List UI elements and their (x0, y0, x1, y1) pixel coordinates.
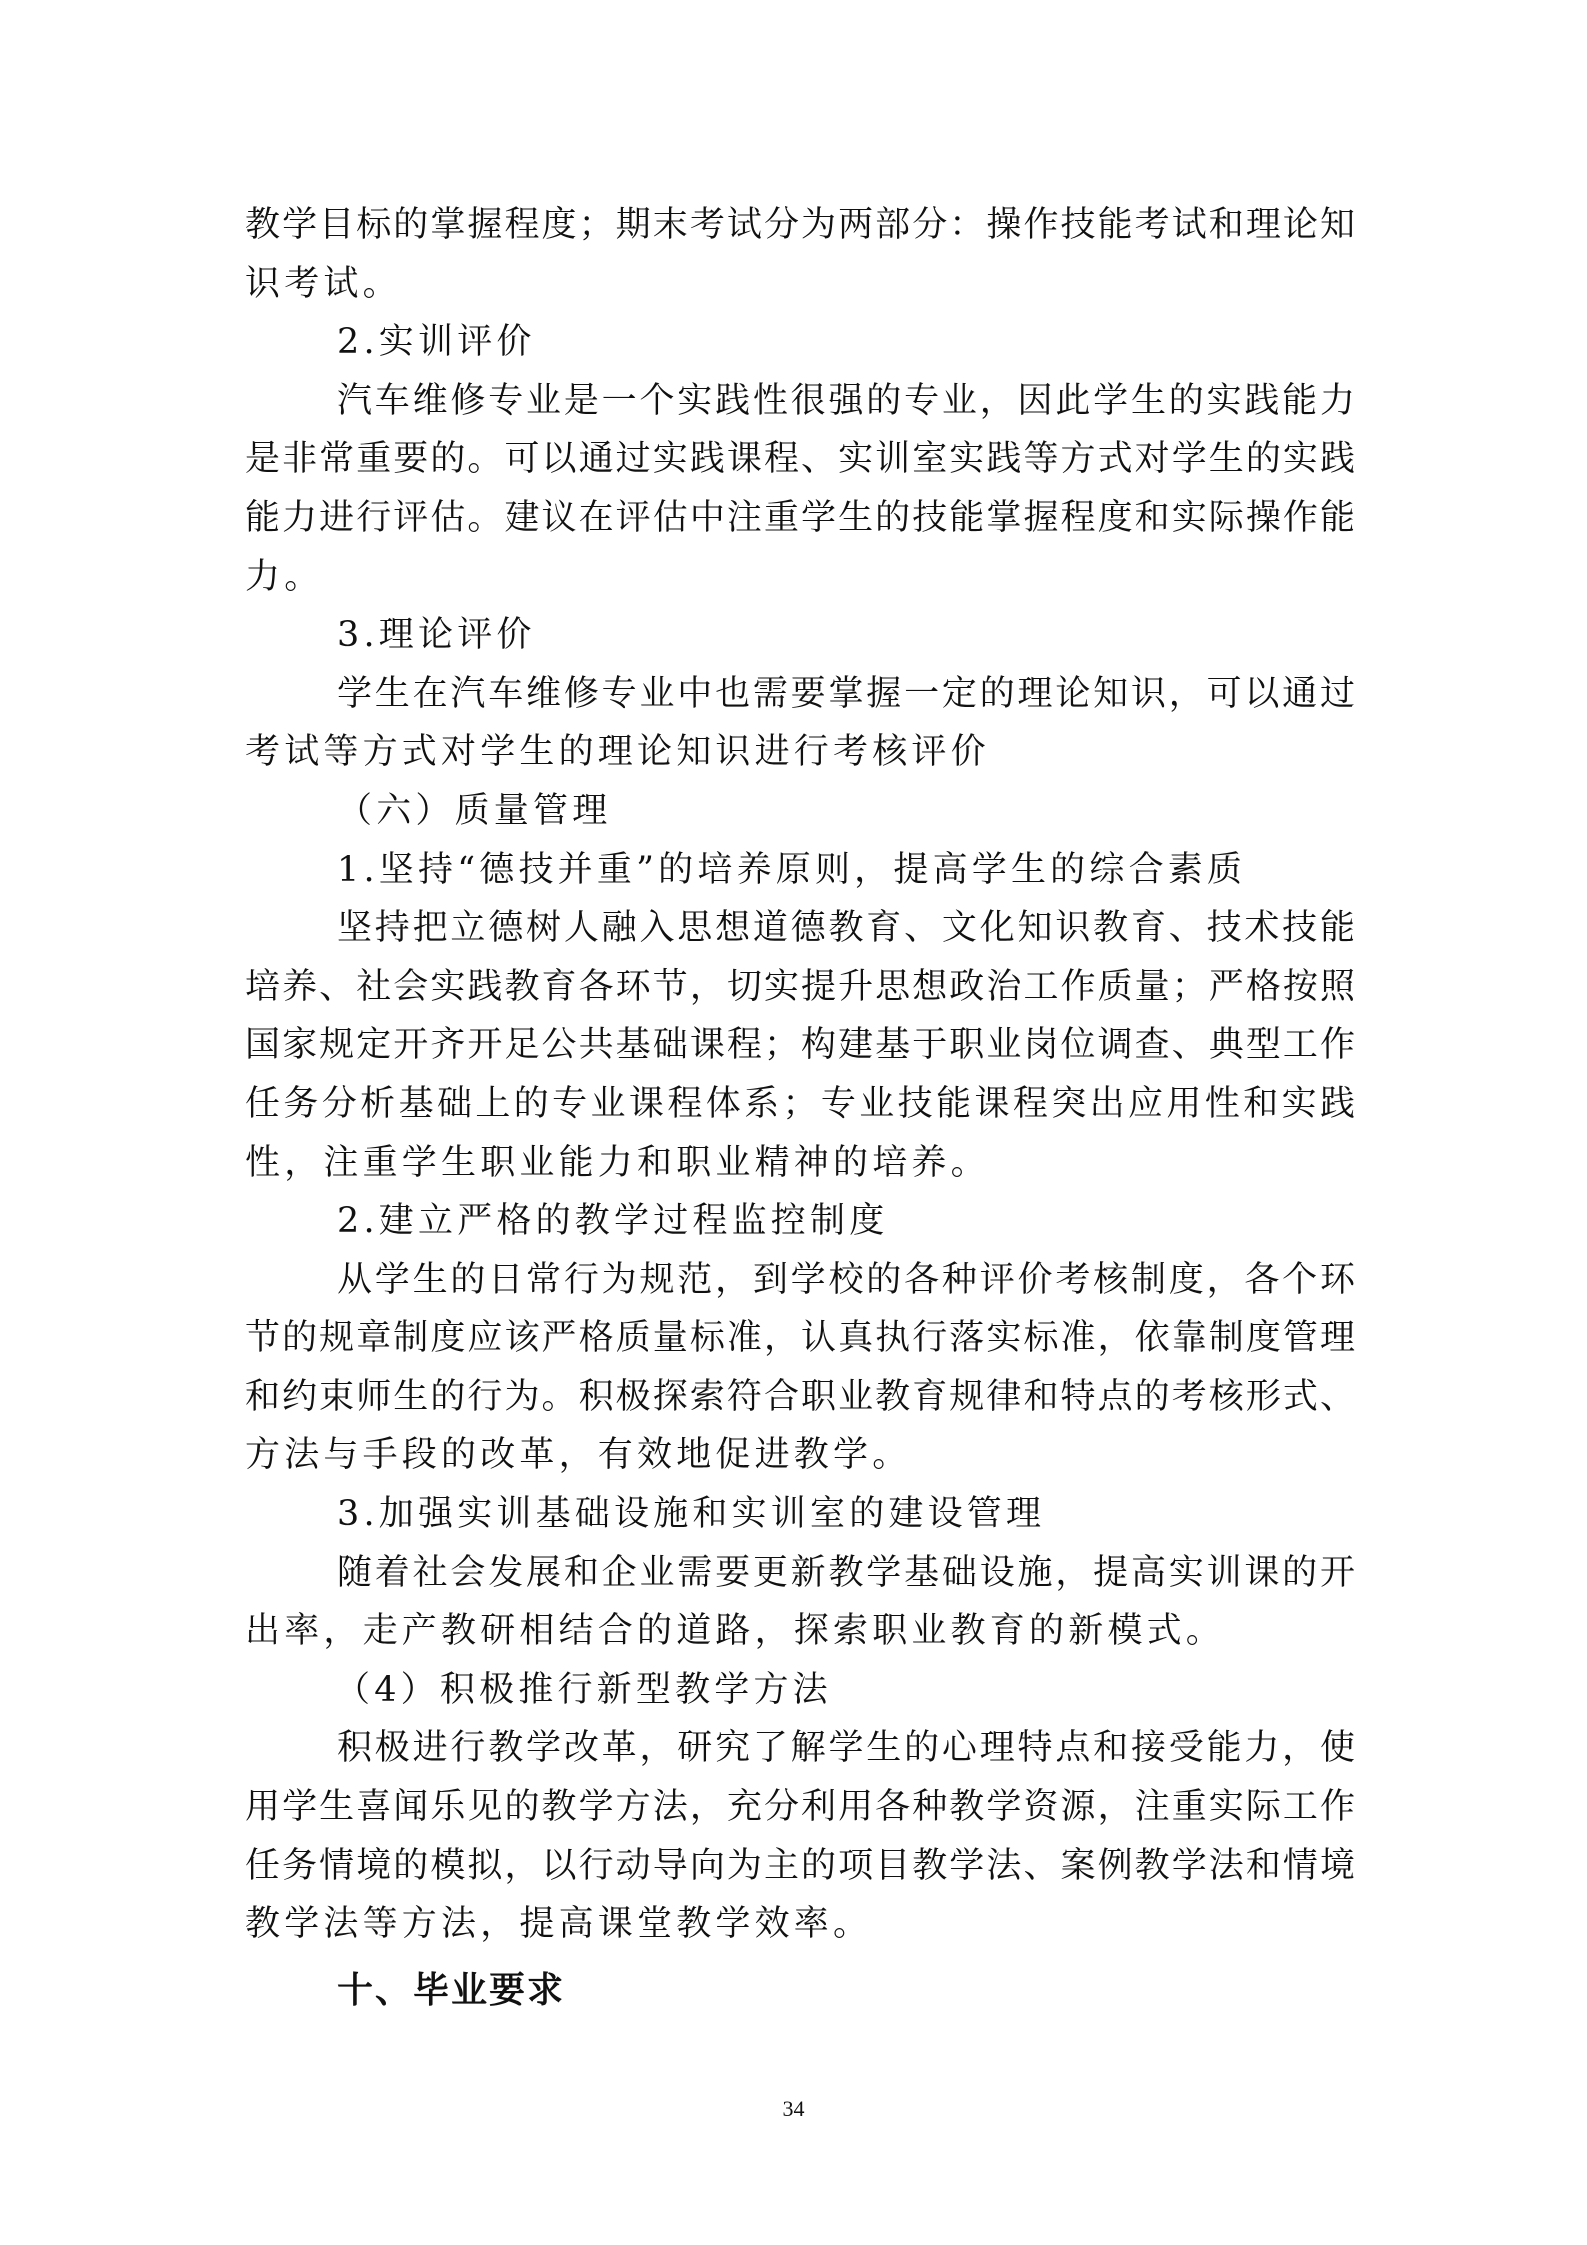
page-number: 34 (782, 2096, 805, 2121)
paragraph-line: 汽车维修专业是一个实践性很强的专业，因此学生的实践能力 (337, 380, 1355, 421)
body-text (245, 196, 1355, 2022)
paragraph-line: 教学法等方法，提高课堂教学效率。 (245, 1904, 873, 1945)
subsection-heading: 3.加强实训基础设施和实训室的建设管理 (337, 1494, 1046, 1535)
paragraph-line: 是非常重要的。可以通过实践课程、实训室实践等方式对学生的实践 (245, 439, 1355, 480)
paragraph-line: 教学目标的掌握程度；期末考试分为两部分：操作技能考试和理论知 (245, 205, 1355, 245)
paragraph-line: 学生在汽车维修专业中也需要掌握一定的理论知识，可以通过 (337, 673, 1355, 714)
paragraph-line: 培养、社会实践教育各环节，切实提升思想政治工作质量；严格按照 (245, 966, 1355, 1007)
paragraph-line: 考试等方式对学生的理论知识进行考核评价 (245, 732, 990, 773)
subsection-heading: 2.实训评价 (337, 322, 536, 363)
paragraph-line: 性，注重学生职业能力和职业精神的培养。 (245, 1142, 990, 1183)
paragraph-line: 任务情境的模拟，以行动导向为主的项目教学法、案例教学法和情境 (245, 1845, 1355, 1886)
paragraph-line: 方法与手段的改革，有效地促进教学。 (245, 1435, 912, 1476)
paragraph-line: 用学生喜闻乐见的教学方法，充分利用各种教学资源，注重实际工作 (245, 1787, 1355, 1828)
paragraph-line: 识考试。 (245, 263, 402, 304)
paragraph-line: 出率，走产教研相结合的道路，探索职业教育的新模式。 (245, 1611, 1226, 1652)
paragraph-line: 国家规定开齐开足公共基础课程；构建基于职业岗位调查、典型工作 (245, 1025, 1355, 1066)
subsection-heading: （4）积极推行新型教学方法 (335, 1669, 832, 1710)
chapter-heading: 十、毕业要求 (337, 1969, 566, 2011)
paragraph-line: 能力进行评估。建议在评估中注重学生的技能掌握程度和实际操作能 (245, 497, 1355, 538)
subsection-heading: 2.建立严格的教学过程监控制度 (337, 1201, 889, 1242)
subsection-heading: 1.坚持“德技并重”的培养原则，提高学生的综合素质 (337, 849, 1247, 890)
paragraph-line: 力。 (245, 556, 324, 597)
subsection-heading: 3.理论评价 (337, 615, 536, 656)
paragraph-line: 随着社会发展和企业需要更新教学基础设施，提高实训课的开 (337, 1552, 1355, 1593)
paragraph-line: 节的规章制度应该严格质量标准，认真执行落实标准，依靠制度管理 (245, 1318, 1355, 1359)
paragraph-line: 坚持把立德树人融入思想道德教育、文化知识教育、技术技能 (337, 908, 1355, 949)
section-heading: （六）质量管理 (337, 790, 612, 831)
paragraph-line: 从学生的日常行为规范，到学校的各种评价考核制度，各个环 (337, 1259, 1355, 1300)
paragraph-line: 和约束师生的行为。积极探索符合职业教育规律和特点的考核形式、 (245, 1376, 1355, 1417)
paragraph-line: 任务分析基础上的专业课程体系；专业技能课程突出应用性和实践 (245, 1083, 1355, 1124)
paragraph-line: 积极进行教学改革，研究了解学生的心理特点和接受能力，使 (337, 1728, 1355, 1769)
